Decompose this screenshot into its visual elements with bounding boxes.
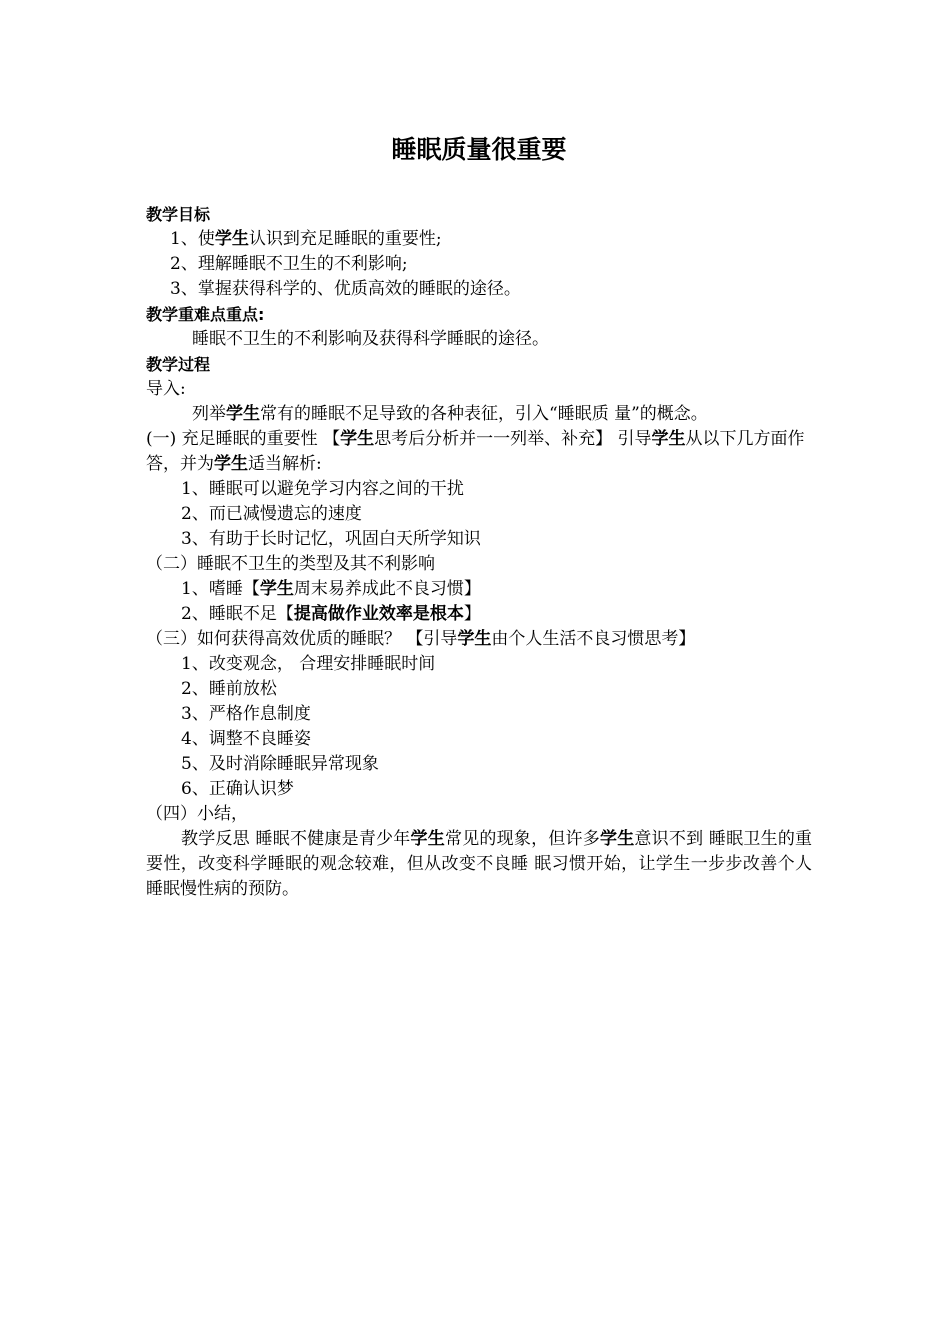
keyword-student: 学生	[651, 429, 686, 449]
section-1-item-1: 1、睡眠可以避免学习内容之间的干扰	[181, 479, 464, 499]
section-3-item-2: 2、睡前放松	[181, 679, 277, 699]
keyword-student: 学生	[226, 404, 260, 424]
document-title: 睡眠质量很重要	[391, 135, 567, 164]
keyword-student: 学生	[457, 629, 492, 649]
objective-item-1: 1、使学生认识到充足睡眠的重要性;	[170, 229, 442, 249]
section-3-item-5: 5、及时消除睡眠异常现象	[181, 754, 379, 774]
section-1-paragraph: (一) 充足睡眠的重要性 【学生思考后分析并一一列举、补充】 引导学生从以下几方面作答，并为学生适当解析:	[146, 429, 805, 474]
keyword-student: 学生	[214, 454, 248, 474]
reflection-paragraph: 教学反思 睡眠不健康是青少年学生常见的现象，但许多学生意识不到 睡眠卫生的重要性，改变科学睡眠的观念较难，但从改变不良睡 眠习惯开始，让学生一步步改善个人睡眠慢性病的预防。	[146, 829, 813, 899]
section-2-title: （二）睡眠不卫生的类型及其不利影响	[146, 554, 435, 574]
section-3-item-4: 4、调整不良睡姿	[181, 729, 311, 749]
intro-paragraph: 列举学生常有的睡眠不足导致的各种表征，引入“睡眠质 量”的概念。	[192, 404, 708, 424]
section-3-item-6: 6、正确认识梦	[181, 779, 294, 799]
section-3-item-1: 1、改变观念， 合理安排睡眠时间	[181, 654, 436, 674]
emphasis-text: 提高做作业效率是根本	[293, 604, 464, 624]
section-2-item-1: 1、嗜睡【学生周末易养成此不良习惯】	[181, 579, 481, 599]
section-3-title: （三）如何获得高效优质的睡眠？ 【引导学生由个人生活不良习惯思考】	[146, 629, 696, 649]
objective-item-3: 3、掌握获得科学的、优质高效的睡眠的途径。	[170, 279, 521, 299]
key-points-text: 睡眠不卫生的不利影响及获得科学睡眠的途径。	[192, 329, 549, 349]
key-points-heading: 教学重难点重点:	[146, 305, 265, 324]
keyword-student: 学生	[410, 829, 445, 849]
intro-label: 导入:	[146, 379, 186, 399]
section-1-item-2: 2、而已减慢遗忘的速度	[181, 504, 362, 524]
objective-item-2: 2、理解睡眠不卫生的不利影响;	[170, 254, 408, 274]
keyword-student: 学生	[340, 429, 375, 449]
process-heading: 教学过程	[146, 355, 211, 374]
section-2-item-2: 2、睡眠不足【提高做作业效率是根本】	[181, 604, 481, 624]
document-page	[146, 130, 812, 902]
section-1-item-3: 3、有助于长时记忆，巩固白天所学知识	[181, 529, 481, 549]
section-3-item-3: 3、严格作息制度	[181, 704, 311, 724]
keyword-student: 学生	[214, 229, 249, 249]
keyword-student: 学生	[259, 579, 294, 599]
objectives-heading: 教学目标	[146, 205, 211, 224]
keyword-student: 学生	[599, 829, 635, 849]
section-4-title: （四）小结，	[146, 804, 248, 824]
